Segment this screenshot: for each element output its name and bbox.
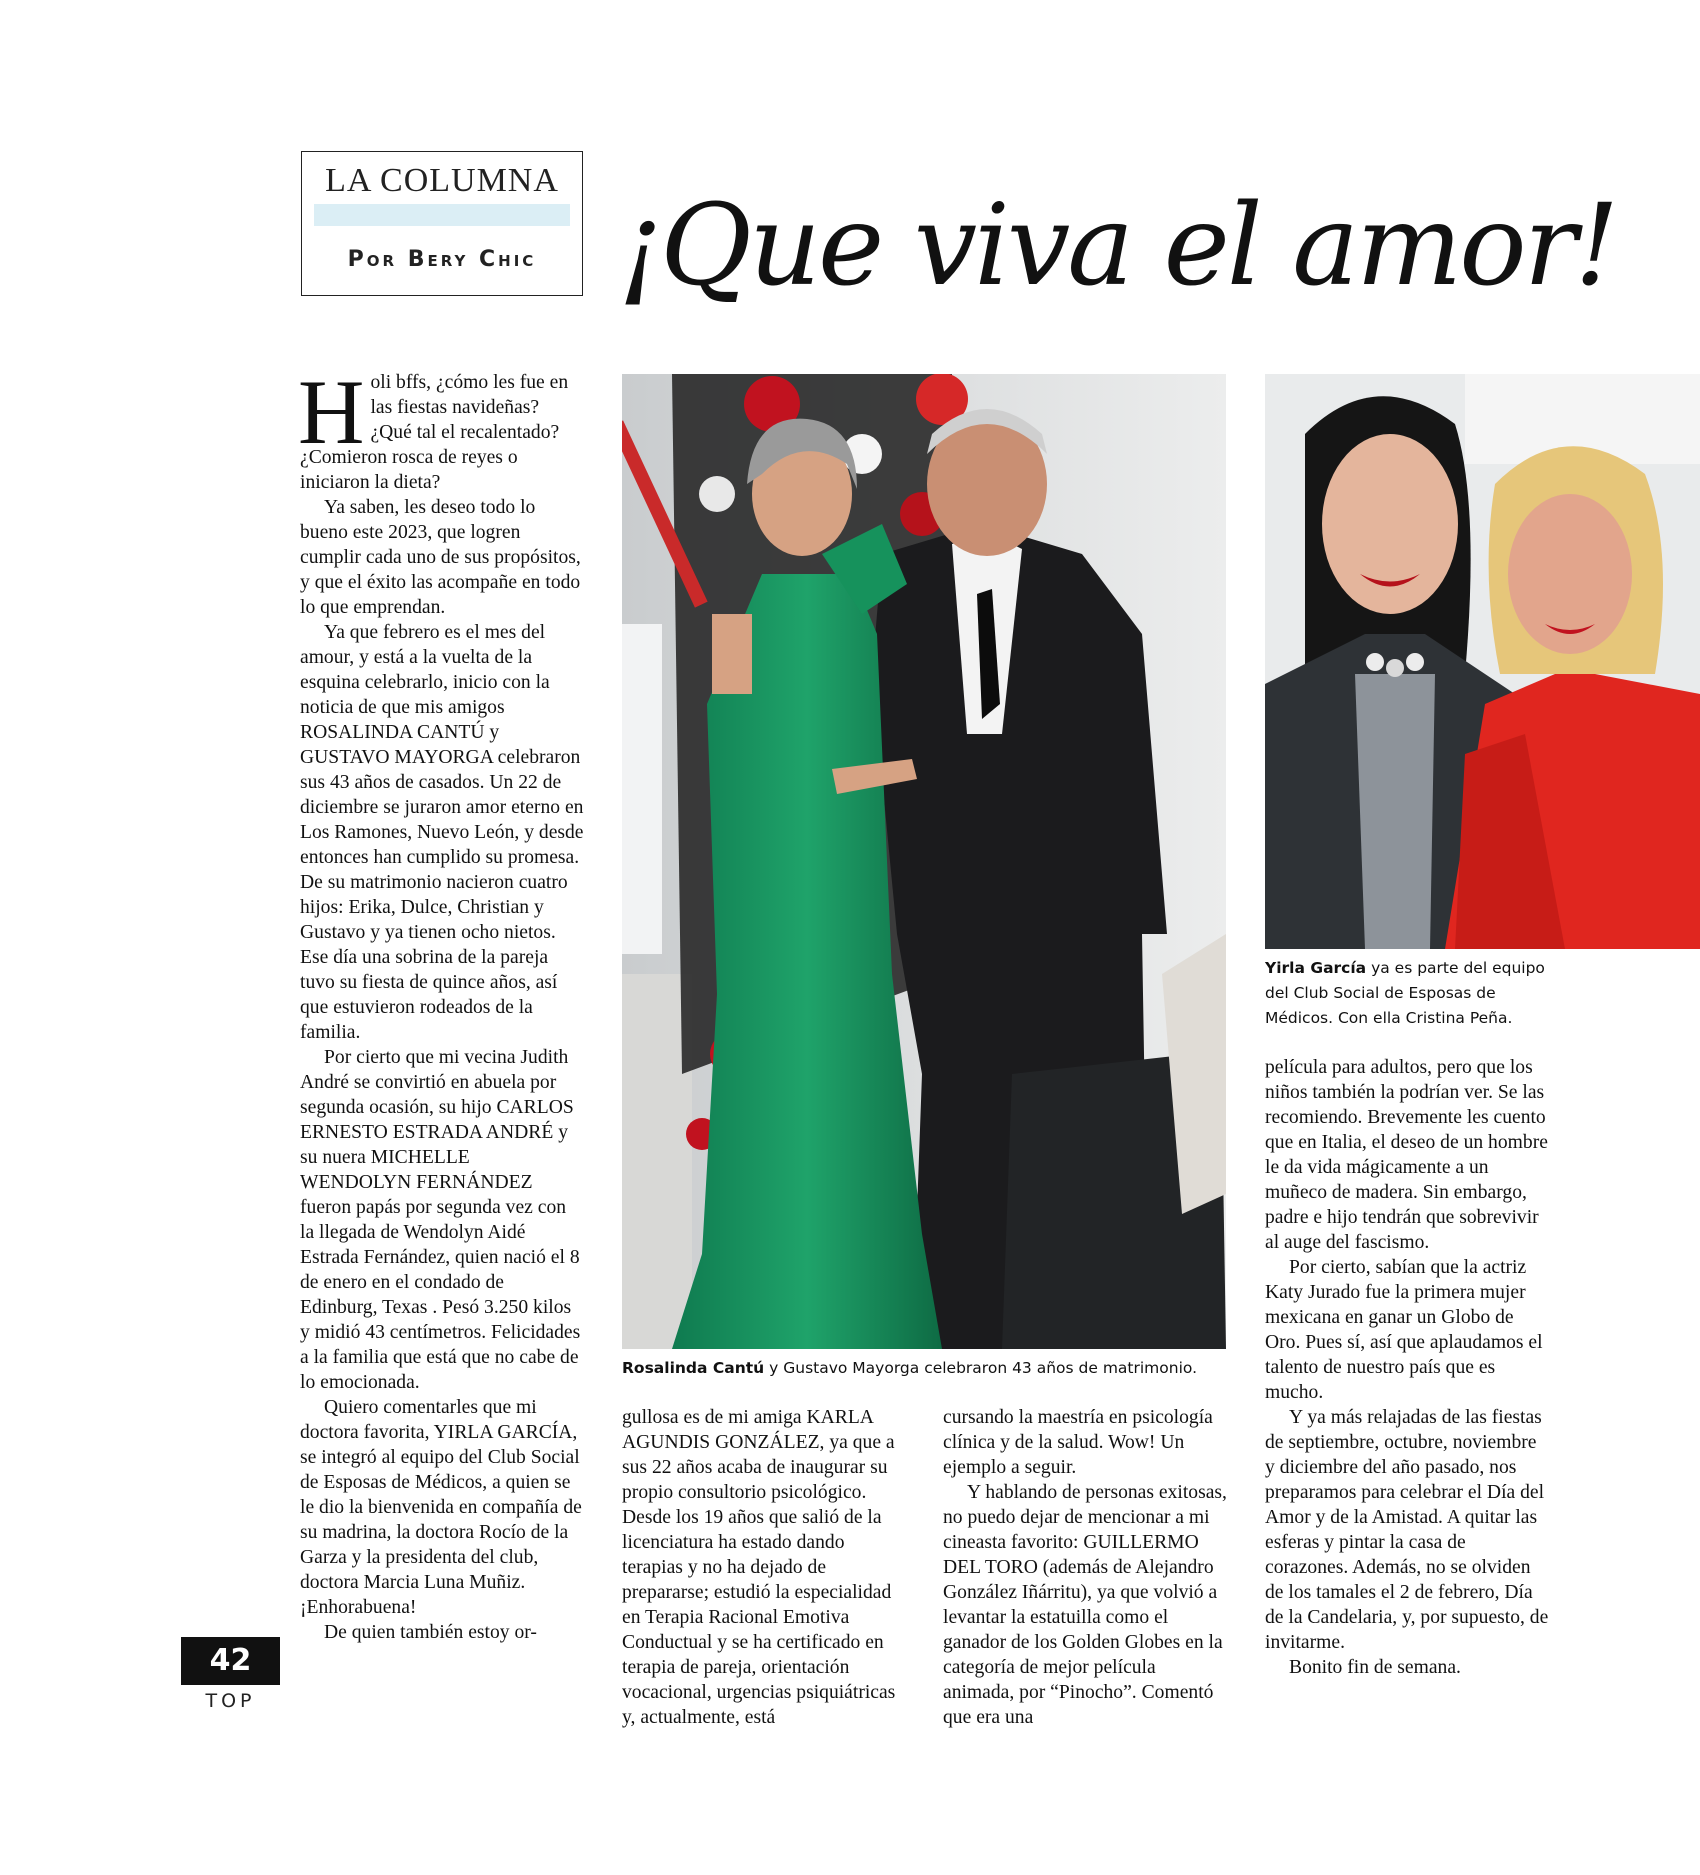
column-author: Por Bery Chic	[347, 247, 537, 272]
article-paragraph: De quien también estoy or-	[324, 1622, 537, 1643]
article-paragraph: Ya que febrero es el mes del amour, y está a la vuelta de la esquina celebrarlo, inicio con la noticia de que mis amigos ROSALINDA CANTÚ y GUSTAVO MAYORGA celebraron sus 43 años de casados. Un 22 de diciembre se juraron amor eterno en Los Ramones, Nuevo León, y desde entonces han cumplido su promesa. De su matrimonio nacieron cuatro hijos: Erika, Dulce, Christian y Gustavo y ya tienen ocho nietos. Ese día una sobrina de la pareja tuvo su fiesta de quince años, así que estuvieron rodeados de la familia.	[300, 622, 584, 1043]
page-section-tag: TOP	[205, 1690, 256, 1712]
women-photo-image	[1265, 374, 1700, 949]
caption-text: ya es parte del equipo del Club Social de Esposas de Médicos. Con ella Cristina Peña.	[1265, 959, 1545, 1027]
article-paragraph: película para adultos, pero que los niños también la podrían ver. Se las recomiendo. Brevemente les cuento que en Italia, el deseo de un hombre le da vida mágicamente a un muñeco de madera. Sin embargo, padre e hijo tendrán que sobrevivir al auge del fascismo.	[1265, 1057, 1548, 1253]
article-paragraph: Por cierto, sabían que la actriz Katy Jurado fue la primera mujer mexicana en ganar un Globo de Oro. Pues sí, así que aplaudamos el talento de nuestro país que es mucho.	[1265, 1257, 1543, 1403]
couple-photo-image	[622, 374, 1226, 1349]
couple-photo	[622, 374, 1226, 1349]
article-column-1	[298, 361, 585, 1645]
article-paragraph: Quiero comentarles que mi doctora favorita, YIRLA GARCÍA, se integró al equipo del Club Social de Esposas de Médicos, a quien se le dio la bienvenida en compañía de su madrina, la doctora Rocío de la Garza y la presidenta del club, doctora Marcia Luna Muñiz. ¡Enhorabuena!	[300, 1397, 582, 1618]
article-paragraph: Ya saben, les deseo todo lo bueno este 2023, que logren cumplir cada uno de sus propósitos, y que el éxito las acompañe en todo lo que emprendan.	[300, 497, 581, 618]
column-title: LA COLUMNA	[325, 162, 559, 199]
article-paragraph: Y ya más relajadas de las fiestas de septiembre, octubre, noviembre y diciembre del año pasado, nos preparamos para celebrar el Día del Amor y de la Amistad. A quitar las esferas y pintar la casa de corazones. Además, no se olviden de los tamales el 2 de febrero, Día de la Candelaria, y, por supuesto, de invitarme.	[1265, 1407, 1549, 1653]
women-photo	[1265, 374, 1700, 949]
article-paragraph: cursando la maestría en psicología clínica y de la salud. Wow! Un ejemplo a seguir.	[943, 1407, 1213, 1478]
page-number: 42	[181, 1637, 280, 1685]
column-title-band	[314, 204, 570, 226]
caption-text: y Gustavo Mayorga celebraron 43 años de matrimonio.	[764, 1359, 1198, 1377]
women-photo-caption	[1265, 956, 1565, 1031]
drop-cap: H	[298, 361, 365, 463]
headline: ¡Que viva el amor!	[618, 181, 1617, 311]
article-paragraph: Bonito fin de semana.	[1289, 1657, 1461, 1678]
article-paragraph: gullosa es de mi amiga KARLA AGUNDIS GONZÁLEZ, ya que a sus 22 años acaba de inaugurar su propio consultorio psicológico. Desde los 19 años que salió de la licenciatura ha estado dando terapias y no ha dejado de prepararse; estudió la especialidad en Terapia Racional Emotiva Conductual y se ha certificado en terapia de pareja, orientación vocacional, urgencias psiquiátricas y, actualmente, está	[622, 1407, 896, 1728]
article-column-2	[622, 1405, 907, 1730]
article-column-3	[943, 1405, 1228, 1730]
caption-name: Yirla García	[1265, 959, 1367, 977]
caption-name: Rosalinda Cantú	[622, 1359, 765, 1377]
column-label-box	[301, 151, 583, 296]
article-paragraph: Y hablando de personas exitosas, no puedo dejar de mencionar a mi cineasta favorito: GUILLERMO DEL TORO (además de Alejandro González Iñárritu), ya que volvió a levantar la estatuilla como el ganador de los Golden Globes en la categoría de mejor película animada, por “Pinocho”. Comentó que era una	[943, 1482, 1227, 1728]
couple-photo-caption	[622, 1356, 1242, 1381]
article-column-4	[1265, 1055, 1550, 1680]
article-paragraph: Holi bffs, ¿cómo les fue en las fiestas navideñas? ¿Qué tal el recalentado? ¿Comieron rosca de reyes o iniciaron la dieta?	[298, 361, 569, 493]
article-paragraph: Por cierto que mi vecina Judith André se convirtió en abuela por segunda ocasión, su hijo CARLOS ERNESTO ESTRADA ANDRÉ y su nuera MICHELLE WENDOLYN FERNÁNDEZ fueron papás por segunda vez con la llegada de Wendolyn Aidé Estrada Fernández, quien nació el 8 de enero en el condado de Edinburg, Texas . Pesó 3.250 kilos y midió 43 centímetros. Felicidades a la familia que está que no cabe de lo emocionada.	[300, 1047, 581, 1393]
